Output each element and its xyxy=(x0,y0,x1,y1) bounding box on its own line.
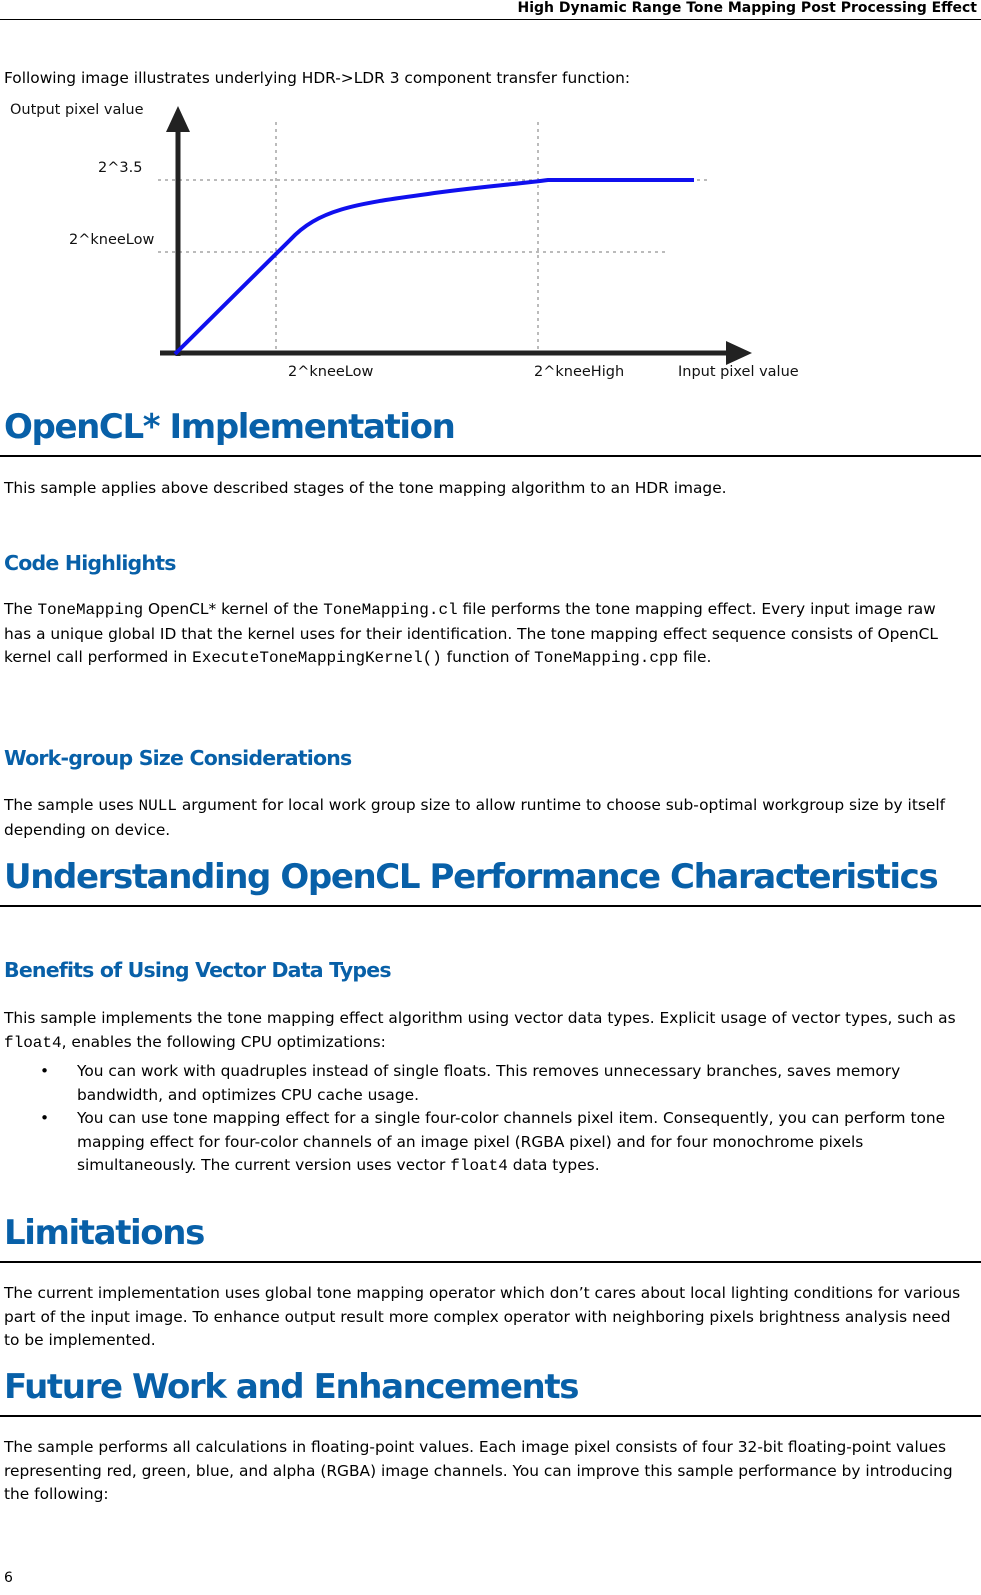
y-axis-label: Output pixel value xyxy=(10,102,144,118)
heading-workgroup-size: Work-group Size Considerations xyxy=(4,746,352,770)
code-execute-kernel: ExecuteToneMappingKernel() xyxy=(192,649,442,667)
heading-rule xyxy=(0,455,981,457)
code-tonemapping-cl: ToneMapping.cl xyxy=(323,601,458,619)
heading-vector-data-types: Benefits of Using Vector Data Types xyxy=(4,958,391,982)
transfer-function-graph xyxy=(8,94,820,386)
code-highlights-paragraph: The ToneMapping OpenCL* kernel of the ToneMapping.cl file performs the tone mapping effect. Every input image raw has a unique global ID that the kernel uses for their identification. The tone mapping effect sequence consists of OpenCL kernel call performed in ExecuteToneMappingKernel() function of ToneMapping.cpp file. xyxy=(4,600,938,667)
code-float4: float4 xyxy=(4,1033,62,1052)
heading-future-work: Future Work and Enhancements xyxy=(4,1367,579,1407)
code-float4: float4 xyxy=(450,1157,508,1175)
future-work-paragraph: The sample performs all calculations in floating-point values. Each image pixel consists of four 32-bit floating-point values representing red, green, blue, and alpha (RGBA) image channels. You can improve this sample performance by introducing the following: xyxy=(4,1438,953,1503)
optimizations-list xyxy=(0,1060,967,1179)
list-item: • You can use tone mapping effect for a single four-color channels pixel item. Consequently, you can perform tone mapping effect for four-color channels of an image pixel (RGBA pixel) and for four monochrome pixels simultaneously. The current version uses vector float4 data types. xyxy=(40,1109,946,1175)
x-tick-kneehigh-label: 2^kneeHigh xyxy=(534,364,625,380)
x-axis-arrow xyxy=(726,341,752,365)
opencl-implementation-paragraph: This sample applies above described stages of the tone mapping algorithm to an HDR image. xyxy=(4,479,727,497)
page-number: 6 xyxy=(4,1570,13,1586)
list-item: • You can work with quadruples instead of single floats. This removes unnecessary branches, saves memory bandwidth, and optimizes CPU cache usage. xyxy=(40,1062,901,1104)
y-axis-arrow xyxy=(166,106,190,132)
heading-performance-characteristics: Understanding OpenCL Performance Characteristics xyxy=(4,857,938,897)
bullet-icon: • xyxy=(40,1109,50,1127)
x-tick-kneelow-label: 2^kneeLow xyxy=(288,364,374,380)
transfer-curve xyxy=(175,180,694,354)
heading-code-highlights: Code Highlights xyxy=(4,551,176,575)
header-title: High Dynamic Range Tone Mapping Post Processing Effect xyxy=(517,0,977,16)
heading-rule xyxy=(0,1261,981,1263)
workgroup-paragraph: The sample uses NULL argument for local work group size to allow runtime to choose sub-optimal workgroup size by itself depending on device. xyxy=(4,796,946,839)
heading-rule xyxy=(0,905,981,907)
x-axis-label: Input pixel value xyxy=(678,364,799,380)
vector-paragraph: This sample implements the tone mapping effect algorithm using vector data types. Explicit usage of vector types, such as float4, enables the following CPU optimizations: xyxy=(4,1009,956,1052)
y-tick-top-label: 2^3.5 xyxy=(98,160,143,176)
code-tonemapping: ToneMapping xyxy=(37,601,144,619)
code-null: NULL xyxy=(138,797,177,815)
heading-opencl-implementation: OpenCL* Implementation xyxy=(4,407,455,447)
y-tick-knee-label: 2^kneeLow xyxy=(69,232,155,248)
bullet-icon: • xyxy=(40,1062,50,1080)
intro-paragraph: Following image illustrates underlying HDR->LDR 3 component transfer function: xyxy=(4,69,631,87)
transfer-function-figure xyxy=(8,94,820,386)
code-tonemapping-cpp: ToneMapping.cpp xyxy=(534,649,679,667)
page-header xyxy=(0,0,981,20)
limitations-paragraph: The current implementation uses global tone mapping operator which don’t cares about local lighting conditions for various part of the input image. To enhance output result more complex operator with neighboring pixels brightness analysis need to be implemented. xyxy=(4,1284,961,1349)
heading-rule xyxy=(0,1415,981,1417)
heading-limitations: Limitations xyxy=(4,1213,204,1253)
